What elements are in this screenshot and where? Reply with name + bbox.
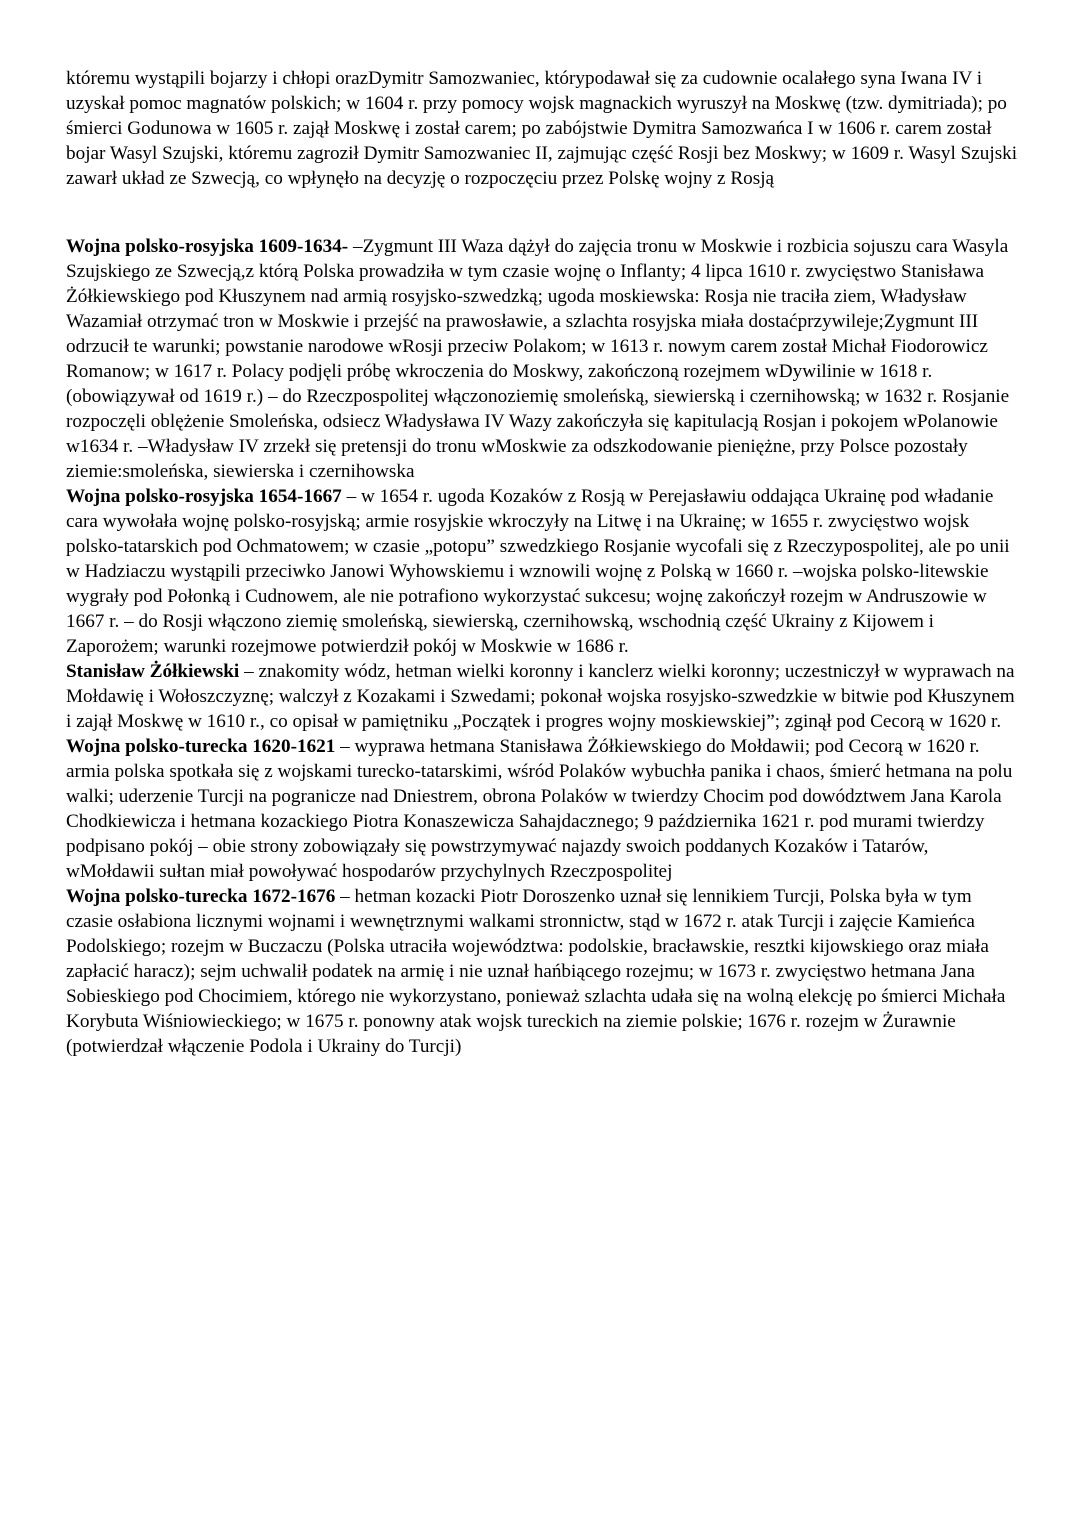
paragraph-heading: Wojna polsko-turecka 1672-1676 [66, 886, 336, 907]
paragraph-stanislaw-zolkiewski [66, 659, 1021, 734]
paragraph-body: – w 1654 r. ugoda Kozaków z Rosją w Perejasławiu oddająca Ukrainę pod władanie cara wywołała wojnę polsko-rosyjską; armie rosyjskie wkroczyły na Litwę i na Ukrainę; w 1655 r. zwycięstwo wojsk polsko-tatarskich pod Ochmatowem; w czasie „potopu” szwedzkiego Rosjanie wycofali się z Rzeczypospolitej, ale po unii w Hadziaczu wystąpili przeciwko Janowi Wyhowskiemu i wznowili wojnę z Polską w 1660 r. –wojska polsko-litewskie wygrały pod Połonką i Cudnowem, ale nie potrafiono wykorzystać sukcesu; wojnę zakończył rozejm w Andruszowie w 1667 r. – do Rosji włączono ziemię smoleńską, siewierską, czernihowską, wschodnią część Ukrainy z Kijowem i Zaporożem; warunki rozejmowe potwierdził pokój w Moskwie w 1686 r. [66, 486, 1010, 657]
paragraph-body: któremu wystąpili bojarzy i chłopi orazDymitr Samozwaniec, którypodawał się za cudownie ocalałego syna Iwana IV i uzyskał pomoc magnatów polskich; w 1604 r. przy pomocy wojsk magnackich wyruszył na Moskwę (tzw. dymitriada); po śmierci Godunowa w 1605 r. zajął Moskwę i został carem; po zabójstwie Dymitra Samozwańca I w 1606 r. carem został bojar Wasyl Szujski, któremu zagroził Dymitr Samozwaniec II, zajmując część Rosji bez Moskwy; w 1609 r. Wasyl Szujski zawarł układ ze Szwecją, co wpłynęło na decyzję o rozpoczęciu przez Polskę wojny z Rosją [66, 68, 1018, 189]
document-page [66, 66, 1021, 1059]
paragraph-wojna-polsko-rosyjska-1609-1634 [66, 234, 1021, 484]
paragraph-heading: Wojna polsko-rosyjska 1654-1667 [66, 486, 342, 507]
paragraph-body: –Zygmunt III Waza dążył do zajęcia tronu w Moskwie i rozbicia sojuszu cara Wasyla Szujskiego ze Szwecją,z którą Polska prowadziła w tym czasie wojnę o Inflanty; 4 lipca 1610 r. zwycięstwo Stanisława Żółkiewskiego pod Kłuszynem nad armią rosyjsko-szwedzką; ugoda moskiewska: Rosja nie traciła ziem, Władysław Wazamiał otrzymać tron w Moskwie i przejść na prawosławie, a szlachta rosyjska miała dostaćprzywileje;Zygmunt III odrzucił te warunki; powstanie narodowe wRosji przeciw Polakom; w 1613 r. nowym carem został Michał Fiodorowicz Romanow; w 1617 r. Polacy podjęli próbę wkroczenia do Moskwy, zakończoną rozejmem wDywilinie w 1618 r. (obowiązywał od 1619 r.) – do Rzeczpospolitej włączonoziemię smoleńską, siewierską i czernihowską; w 1632 r. Rosjanie rozpoczęli oblężenie Smoleńska, odsiecz Władysława IV Wazy zakończyła się kapitulacją Rosjan i pokojem wPolanowie w1634 r. –Władysław IV zrzekł się pretensji do tronu wMoskwie za odszkodowanie pieniężne, przy Polsce pozostały ziemie:smoleńska, siewierska i czernihowska [66, 236, 1010, 482]
paragraph-body: – hetman kozacki Piotr Doroszenko uznał się lennikiem Turcji, Polska była w tym czasie osłabiona licznymi wojnami i wewnętrznymi walkami stronnictw, stąd w 1672 r. atak Turcji i zajęcie Kamieńca Podolskiego; rozejm w Buczaczu (Polska utraciła województwa: podolskie, bracławskie, resztki kijowskiego oraz miała zapłacić haracz); sejm uchwalił podatek na armię i nie uznał hańbiącego rozejmu; w 1673 r. zwycięstwo hetmana Jana Sobieskiego pod Chocimiem, którego nie wykorzystano, ponieważ szlachta udała się na wolną elekcję po śmierci Michała Korybuta Wiśniowieckiego; w 1675 r. ponowny atak wojsk tureckich na ziemie polskie; 1676 r. rozejm w Żurawnie (potwierdzał włączenie Podola i Ukrainy do Turcji) [66, 886, 1006, 1057]
paragraph-wojna-polsko-turecka-1672-1676 [66, 884, 1021, 1059]
paragraph-body: – wyprawa hetmana Stanisława Żółkiewskiego do Mołdawii; pod Cecorą w 1620 r. armia polska spotkała się z wojskami turecko-tatarskimi, wśród Polaków wybuchła panika i chaos, śmierć hetmana na polu walki; uderzenie Turcji na pogranicze nad Dniestrem, obrona Polaków w twierdzy Chocim pod dowództwem Jana Karola Chodkiewicza i hetmana kozackiego Piotra Konaszewicza Sahajdacznego; 9 października 1621 r. pod murami twierdzy podpisano pokój – obie strony zobowiązały się powstrzymywać najazdy swoich poddanych Kozaków i Tatarów, wMołdawii sułtan miał powoływać hospodarów przychylnych Rzeczpospolitej [66, 736, 1013, 882]
paragraph-heading: Wojna polsko-rosyjska 1609-1634- [66, 236, 349, 257]
paragraph-body: – znakomity wódz, hetman wielki koronny i kanclerz wielki koronny; uczestniczył w wyprawach na Mołdawię i Wołoszczyznę; walczył z Kozakami i Szwedami; pokonał wojska rosyjsko-szwedzkie w bitwie pod Kłuszynem i zajął Moskwę w 1610 r., co opisał w pamiętniku „Początek i progres wojny moskiewskiej”; zginął pod Cecorą w 1620 r. [66, 661, 1015, 732]
paragraph-dymitriada [66, 66, 1021, 191]
paragraph-heading: Stanisław Żółkiewski [66, 661, 240, 682]
paragraph-wojna-polsko-rosyjska-1654-1667 [66, 484, 1021, 659]
paragraph-wojna-polsko-turecka-1620-1621 [66, 734, 1021, 884]
paragraph-heading: Wojna polsko-turecka 1620-1621 [66, 736, 336, 757]
